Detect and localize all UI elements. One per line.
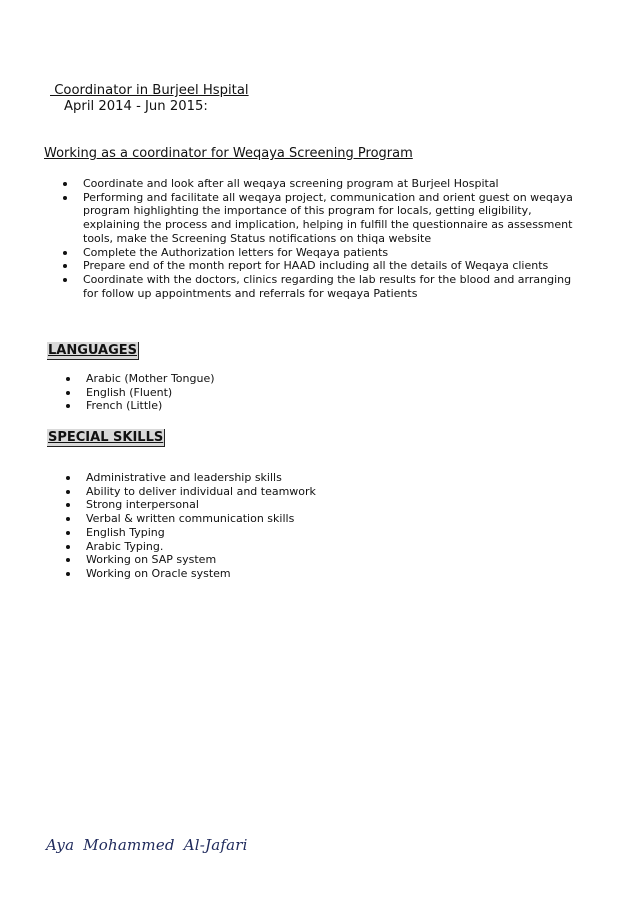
bullet-icon: [66, 476, 70, 480]
list-item: [83, 246, 573, 260]
list-item-text: Arabic Typing.: [86, 539, 164, 553]
list-item-text: Prepare end of the month report for HAAD including all the details of Weqaya clients: [83, 259, 549, 273]
bullet-icon: [66, 490, 70, 494]
bullet-icon: [66, 558, 70, 562]
list-item-text: Verbal & written communication skills: [86, 512, 295, 526]
list-item: [83, 273, 573, 300]
list-item: [86, 399, 486, 413]
list-item: [86, 498, 486, 512]
list-item-text: Working on Oracle system: [86, 566, 231, 580]
list-item: [86, 471, 486, 485]
list-item-text: Working on SAP system: [86, 553, 217, 567]
bullet-icon: [63, 264, 67, 268]
bullet-icon: [66, 377, 70, 381]
bullet-icon: [66, 531, 70, 535]
list-item: [83, 259, 573, 273]
bullet-icon: [66, 391, 70, 395]
bullet-icon: [66, 545, 70, 549]
bullet-icon: [66, 572, 70, 576]
bullet-icon: [66, 503, 70, 507]
list-item: [86, 386, 486, 400]
list-item: [86, 553, 486, 567]
list-item: [86, 567, 486, 581]
role-heading: Working as a coordinator for Weqaya Screening Program: [44, 146, 413, 161]
special-skills-heading: SPECIAL SKILLS: [48, 430, 164, 445]
list-item-text: Arabic (Mother Tongue): [86, 372, 215, 385]
bullet-icon: [63, 196, 67, 200]
job-title: Coordinator in Burjeel Hspital: [50, 83, 249, 98]
list-item-text: Administrative and leadership skills: [86, 471, 282, 484]
list-item: [86, 512, 486, 526]
bullet-icon: [63, 278, 67, 282]
list-item-text: French (Little): [86, 399, 163, 413]
list-item: [83, 177, 573, 191]
bullet-icon: [63, 251, 67, 255]
list-item-text: Coordinate with the doctors, clinics regarding the lab results for the blood and arranging for follow up appointments and referrals for weqaya Patients: [83, 272, 572, 300]
list-item-text: Ability to deliver individual and teamwork: [86, 484, 316, 498]
responsibilities-list: [83, 177, 573, 300]
bullet-icon: [63, 182, 67, 186]
list-item-text: English Typing: [86, 525, 165, 539]
special-skills-list: [86, 471, 486, 581]
bullet-icon: [66, 517, 70, 521]
languages-list: [86, 372, 486, 413]
job-dates: April 2014 - Jun 2015:: [64, 99, 208, 114]
list-item-text: English (Fluent): [86, 385, 173, 399]
list-item-text: Strong interpersonal: [86, 498, 199, 512]
bullet-icon: [66, 404, 70, 408]
languages-heading: LANGUAGES: [48, 343, 138, 358]
list-item: [86, 526, 486, 540]
list-item: [86, 485, 486, 499]
list-item: [83, 191, 573, 246]
list-item-text: Coordinate and look after all weqaya screening program at Burjeel Hospital: [83, 177, 499, 190]
list-item-text: Performing and facilitate all weqaya project, communication and orient guest on weqaya program highlighting the importance of this program for locals, getting eligibility, explaining the process and implication, helping in fulfill the questionnaire as assessment tools, make the Screening Status notifications on thiqa website: [83, 190, 573, 245]
list-item: [86, 540, 486, 554]
signature-footer: Aya Mohammed Al-Jafari: [46, 836, 248, 854]
list-item-text: Complete the Authorization letters for Weqaya patients: [83, 245, 389, 259]
list-item: [86, 372, 486, 386]
